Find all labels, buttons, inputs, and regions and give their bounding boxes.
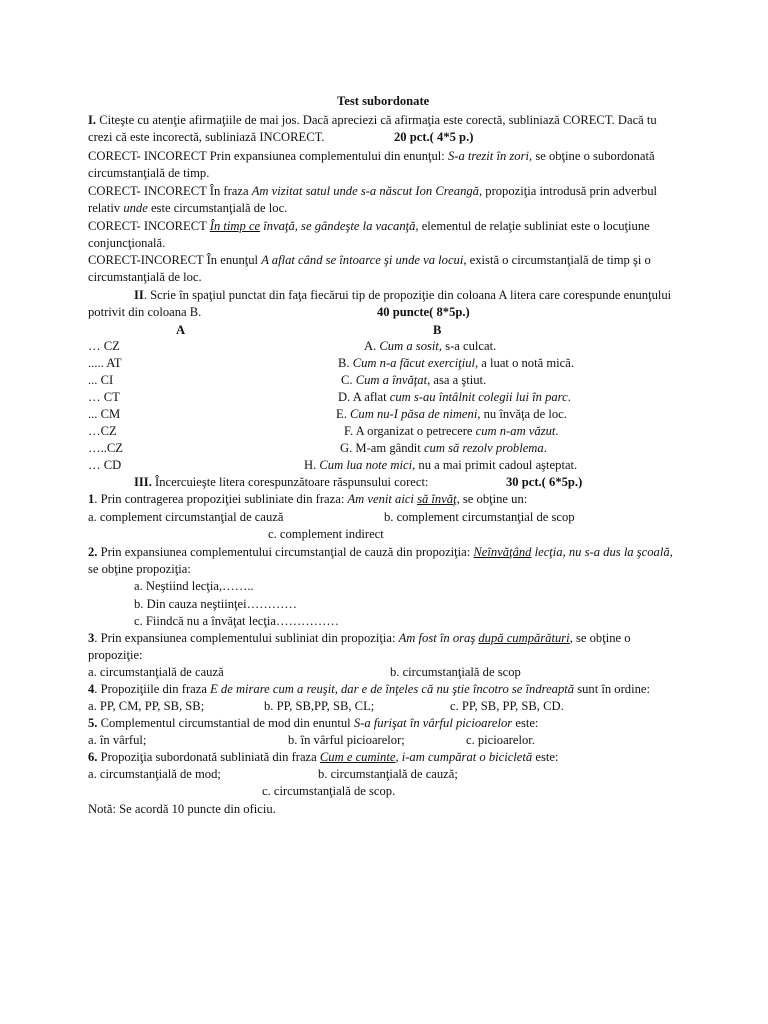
section-3-number: III.: [134, 475, 152, 489]
column-b-rest: , s-a culcat.: [438, 339, 497, 353]
item-1-text: Prin expansiunea complementului din enunţul:: [206, 149, 448, 163]
section-1-instruction-text2: crezi că este incorectă, subliniază INCORECT.: [88, 130, 325, 144]
column-b-item: [338, 355, 574, 372]
column-b-example: cum n-am văzut: [475, 424, 556, 438]
question-3-example: Am fost în oraş: [398, 631, 479, 645]
question-2: [88, 544, 673, 561]
page-title: Test subordonate: [337, 94, 430, 108]
question-4-number: 4: [88, 682, 95, 696]
section-1-item-4: [88, 252, 651, 269]
section-1-item-2: [88, 183, 657, 200]
item-4-text-end: , există o circumstanţială de timp şi o: [463, 253, 651, 267]
section-1-item-2-line2: [88, 200, 287, 217]
section-1-item-3: [88, 218, 650, 235]
question-6-example: , i-am cumpărat o bicicletă: [395, 750, 533, 764]
column-a-item: ... CM: [88, 407, 121, 421]
question-1-option-b[interactable]: b. complement circumstanţial de scop: [384, 510, 575, 524]
question-6-option-b[interactable]: b. circumstanţială de cauză;: [318, 767, 458, 781]
question-1-text: . Prin contragerea propoziţiei subliniate din fraza:: [94, 492, 348, 506]
column-b-example: Cum a sosit: [379, 339, 439, 353]
question-2-line2: se obţine propoziţia:: [88, 562, 191, 576]
column-b-rest: , nu învăţa de loc.: [477, 407, 567, 421]
column-b-example: cum s-au întâlnit colegii lui în parc: [389, 390, 568, 404]
section-1-points: 20 pct.( 4*5 p.): [394, 130, 474, 144]
item-2-text: În fraza: [206, 184, 252, 198]
column-b-item: [344, 423, 559, 440]
question-1-option-a[interactable]: a. complement circumstanţial de cauză: [88, 510, 284, 524]
column-a-item: … CD: [88, 458, 122, 472]
section-1-instruction-line2: [88, 129, 325, 146]
column-a-item: ..... AT: [88, 356, 122, 370]
section-1-item-3-line2: conjuncţională.: [88, 236, 166, 250]
column-b-item: [341, 372, 486, 389]
item-4-label: CORECT-INCORECT: [88, 253, 204, 267]
column-a-item: …..CZ: [88, 441, 123, 455]
section-1-instruction-line1: Citeşte cu atenţie afirmaţiile de mai jos. Dacă apreciezi că afirmaţia este corectă, subliniază CORECT. Dacă tu: [96, 113, 657, 127]
question-4-option-b[interactable]: b. PP, SB,PP, SB, CL;: [264, 699, 375, 713]
item-2-line2-end: este circumstanţială de loc.: [147, 201, 288, 215]
section-1-instruction: [88, 112, 657, 129]
question-6-option-a[interactable]: a. circumstanţială de mod;: [88, 767, 221, 781]
question-4-example: E de mirare cum a reuşit, dar e de înţeles că nu ştie încotro se îndreaptă: [210, 682, 575, 696]
column-b-example: Cum nu-I păsa de nimeni: [350, 407, 478, 421]
column-b-example: Cum a învăţat: [355, 373, 428, 387]
column-b-example: Cum n-a făcut exerciţiul: [352, 356, 475, 370]
column-b-example: Cum lua note mici: [319, 458, 413, 472]
question-6: [88, 749, 558, 766]
column-a-item: … CZ: [88, 339, 120, 353]
column-a-item: … CT: [88, 390, 120, 404]
item-4-text: În enunţul: [203, 253, 262, 267]
column-b-letter: G. M-am gândit: [340, 441, 424, 455]
question-5: [88, 715, 538, 732]
item-2-text-end: , propoziţia introdusă prin adverbul: [478, 184, 657, 198]
section-3-instruction-text: Încercuieşte litera corespunzătoare răspunsului corect:: [151, 475, 429, 489]
column-b-rest: .: [555, 424, 559, 438]
item-2-line2-italic: unde: [123, 201, 148, 215]
question-5-option-b[interactable]: b. în vârful picioarelor;: [288, 733, 405, 747]
question-2-option-a[interactable]: a. Neştiind lecţia,……..: [134, 579, 254, 593]
question-1-number: 1: [88, 492, 95, 506]
column-b-item: [338, 389, 571, 406]
column-b-letter: D. A aflat: [338, 390, 390, 404]
question-5-option-a[interactable]: a. în vârful;: [88, 733, 147, 747]
question-5-example: S-a furişat în vârful picioarelor: [353, 716, 513, 730]
section-2-instruction: [134, 287, 671, 304]
column-b-rest: .: [567, 390, 571, 404]
question-2-underlined: Neînvăţând: [473, 545, 532, 559]
question-6-text: Propoziţia subordonată subliniată din fraza: [97, 750, 320, 764]
question-6-text-end: este:: [532, 750, 559, 764]
column-b-letter: E.: [336, 407, 350, 421]
question-4-option-a[interactable]: a. PP, CM, PP, SB, SB;: [88, 699, 205, 713]
column-a-item: ... CI: [88, 373, 114, 387]
column-b-rest: , nu a mai primit cadoul aşteptat.: [412, 458, 578, 472]
question-4-text: . Propoziţiile din fraza: [94, 682, 211, 696]
question-1-example: Am venit aici: [347, 492, 418, 506]
question-3: [88, 630, 631, 647]
item-3-example: învaţă, se gândeşte la vacanţă: [260, 219, 416, 233]
question-3-number: 3: [88, 631, 95, 645]
question-6-option-c[interactable]: c. circumstanţială de scop.: [262, 784, 396, 798]
column-b-letter: C.: [341, 373, 356, 387]
column-b-rest: .: [543, 441, 547, 455]
question-2-text-end: ,: [669, 545, 673, 559]
question-3-text-end: , se obţine o: [569, 631, 631, 645]
column-b-letter: B.: [338, 356, 353, 370]
section-1-item-1: [88, 148, 655, 165]
question-4: [88, 681, 650, 698]
section-1-item-1-line2: circumstanţială de timp.: [88, 166, 210, 180]
column-b-item: [304, 457, 577, 474]
section-2-points: 40 puncte( 8*5p.): [377, 305, 470, 319]
section-1-item-4-line2: circumstanţială de loc.: [88, 270, 202, 284]
item-1-label: CORECT- INCORECT: [88, 149, 207, 163]
question-1-underlined: să învăţ: [417, 492, 457, 506]
question-2-number: 2.: [88, 545, 98, 559]
question-6-underlined: Cum e cuminte: [319, 750, 396, 764]
column-a-item: …CZ: [88, 424, 117, 438]
question-2-example: lecţia, nu s-a dus la şcoală: [531, 545, 670, 559]
question-5-text-end: este:: [512, 716, 539, 730]
question-3-text: . Prin expansiunea complementului subliniat din propoziţia:: [94, 631, 399, 645]
question-1: [88, 491, 527, 508]
column-a-header: A: [176, 323, 186, 337]
question-2-option-c[interactable]: c. Fiindcă nu a învăţat lecţia……………: [134, 614, 339, 628]
column-b-letter: H.: [304, 458, 320, 472]
footer-note: Notă: Se acordă 10 puncte din oficiu.: [88, 802, 276, 816]
section-3-instruction: [134, 474, 428, 491]
question-3-option-a[interactable]: a. circumstanţială de cauză: [88, 665, 224, 679]
column-b-rest: , asa a ştiut.: [427, 373, 487, 387]
question-1-option-c[interactable]: c. complement indirect: [268, 527, 384, 541]
question-3-option-b[interactable]: b. circumstanţială de scop: [390, 665, 521, 679]
question-5-number: 5.: [88, 716, 98, 730]
item-2-example: Am vizitat satul unde s-a născut Ion Creangă: [251, 184, 479, 198]
column-b-header: B: [433, 323, 442, 337]
item-3-text-end: , elementul de relaţie subliniat este o locuţiune: [415, 219, 650, 233]
question-3-underlined: după cumpărături: [478, 631, 570, 645]
question-5-text: Complementul circumstantial de mod din enuntul: [97, 716, 354, 730]
item-2-line2-text: relativ: [88, 201, 124, 215]
column-b-item: [364, 338, 496, 355]
question-6-number: 6.: [88, 750, 98, 764]
item-3-underlined: În timp ce: [209, 219, 261, 233]
question-3-line2: propoziţie:: [88, 648, 143, 662]
question-4-option-c[interactable]: c. PP, SB, PP, SB, CD.: [450, 699, 564, 713]
section-3-points: 30 pct.( 6*5p.): [506, 475, 583, 489]
item-4-example: A aflat când se întoarce şi unde va locui: [261, 253, 464, 267]
section-2-number: II: [134, 288, 144, 302]
section-2-instruction-line1: . Scrie în spaţiul punctat din faţa fiecărui tip de propoziţie din coloana A litera care corespunde enunţului: [143, 288, 672, 302]
item-1-text-end: , se obţine o subordonată: [529, 149, 655, 163]
column-b-example: cum să rezolv problema: [423, 441, 544, 455]
column-b-letter: F. A organizat o petrecere: [344, 424, 476, 438]
column-b-rest: , a luat o notă mică.: [475, 356, 574, 370]
question-5-option-c[interactable]: c. picioarelor.: [466, 733, 535, 747]
item-1-example: S-a trezit în zori: [447, 149, 530, 163]
question-2-option-b[interactable]: b. Din cauza neştiinţei…………: [134, 597, 297, 611]
section-2-instruction-line2: potrivit din coloana B.: [88, 305, 202, 319]
question-1-text-end: , se obţine un:: [456, 492, 528, 506]
item-3-label: CORECT- INCORECT: [88, 219, 207, 233]
column-b-item: [340, 440, 547, 457]
column-b-item: [336, 406, 567, 423]
section-1-number: I.: [88, 113, 97, 127]
question-2-text: Prin expansiunea complementului circumstanţial de cauză din propoziţia:: [97, 545, 474, 559]
question-4-text-end: sunt în ordine:: [574, 682, 650, 696]
column-b-letter: A.: [364, 339, 380, 353]
item-2-label: CORECT- INCORECT: [88, 184, 207, 198]
